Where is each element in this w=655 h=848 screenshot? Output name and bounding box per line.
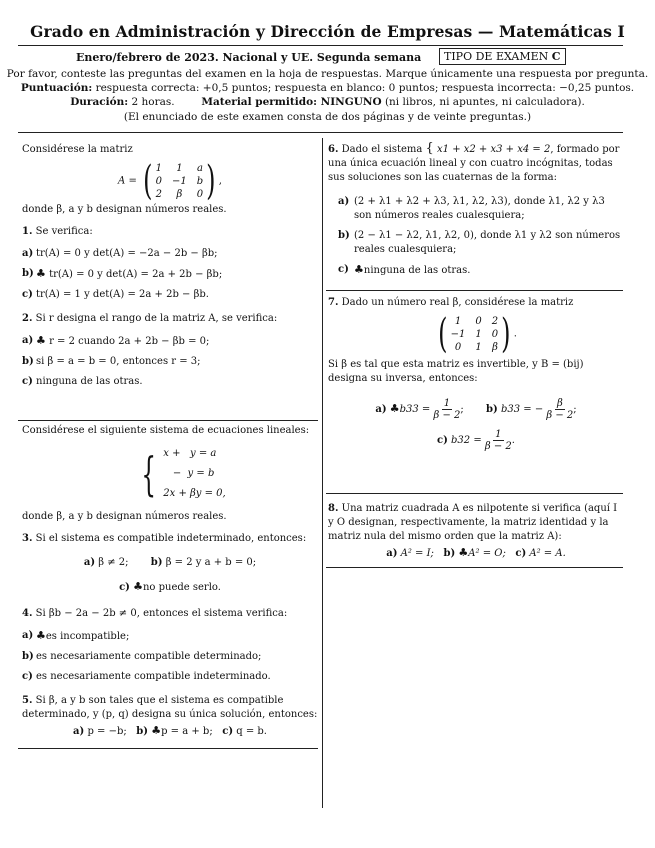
q7-option-b[interactable]: b) b33 = − $\frac{\beta}{\beta - 2}$ ; bbox=[486, 398, 577, 421]
question-7-condition: Si β es tal que esta matriz es invertible, y B = (bij) designa su inversa, entonces: bbox=[328, 359, 584, 384]
duration-label: Duración: bbox=[70, 96, 129, 108]
matrix-q7-grid bbox=[451, 315, 499, 354]
pages-note: (El enunciado de este examen consta de dos páginas y de veinte preguntas.) bbox=[123, 111, 532, 123]
club-icon: ♣ bbox=[389, 402, 400, 415]
matrix-a-cell: 1 bbox=[155, 162, 162, 174]
club-icon: ♣ bbox=[151, 724, 162, 737]
section-rule-right-3 bbox=[326, 567, 623, 568]
matrix-a-cell: 2 bbox=[155, 188, 162, 200]
header-rule-top bbox=[18, 45, 623, 46]
matrix-a-name: A = bbox=[118, 175, 137, 187]
matrix-a-grid bbox=[156, 162, 204, 201]
question-5-number: 5. bbox=[22, 695, 33, 706]
left-column bbox=[22, 143, 318, 395]
q6-option-a-text: (2 + λ1 + λ2 + λ3, λ1, λ2, λ3), donde λ1, λ2 y λ3 son números reales cualesquiera; bbox=[354, 196, 605, 221]
question-7-stem: Dado un número real β, considérese la matriz bbox=[341, 297, 574, 308]
q5-option-c-text: q = b. bbox=[236, 726, 267, 737]
q8-option-a[interactable]: a) A² = I; bbox=[386, 548, 434, 559]
matrix-a-cell: −1 bbox=[172, 175, 187, 187]
matrix-q7-cell: 1 bbox=[475, 328, 482, 340]
left-column-system bbox=[22, 424, 318, 739]
club-icon: ♣ bbox=[36, 334, 46, 347]
question-7-number: 7. bbox=[328, 297, 339, 308]
right-column-q8 bbox=[328, 502, 624, 561]
q1-option-a[interactable]: a) tr(A) = 0 y det(A) = −2a − 2b − βb; bbox=[22, 248, 218, 259]
matrix-a-cell: β bbox=[176, 188, 183, 200]
matrix-a-cell: a bbox=[196, 162, 203, 174]
linear-system: { x + y = a − y = b 2x + βy = 0, bbox=[134, 444, 318, 504]
header-rule-bottom bbox=[18, 132, 623, 133]
q8-options-row bbox=[328, 546, 624, 561]
q3-option-a-text: β ≠ 2; bbox=[98, 557, 129, 568]
section-rule-left-2 bbox=[18, 748, 318, 749]
q7-options-row bbox=[328, 398, 624, 421]
question-8 bbox=[328, 502, 624, 544]
scoring-line bbox=[0, 81, 655, 95]
question-4-number: 4. bbox=[22, 608, 33, 619]
question-2 bbox=[22, 312, 318, 326]
q4-option-b[interactable]: b) es necesariamente compatible determinado; bbox=[22, 651, 262, 662]
q6-option-b[interactable]: b) (2 − λ1 − λ2, λ1, λ2, 0), donde λ1 y λ2 son números reales cualesquiera; bbox=[338, 230, 621, 255]
q2-option-b-text: si β = a = b = 0, entonces r = 3; bbox=[36, 356, 201, 367]
q1-option-b[interactable]: b) ♣ tr(A) = 0 y det(A) = 2a + 2b − βb; bbox=[22, 267, 223, 280]
matrix-q7-cell: 0 bbox=[454, 341, 462, 353]
question-1-stem: Se verifica: bbox=[35, 226, 93, 237]
duration-text: 2 horas. bbox=[131, 96, 175, 108]
matrix-q7-cell: 2 bbox=[491, 315, 499, 327]
matrix-q7-cell: 1 bbox=[454, 315, 462, 327]
question-6-equation: x1 + x2 + x3 + x4 = 2 bbox=[437, 144, 551, 155]
club-icon: ♣ bbox=[133, 580, 143, 593]
q6-option-a[interactable]: a) (2 + λ1 + λ2 + λ3, λ1, λ2, λ3), donde λ1, λ2 y λ3 son números reales cualesquiera; bbox=[338, 196, 605, 221]
q5-option-c[interactable]: c) q = b. bbox=[222, 726, 267, 737]
matrix-a-cell: b bbox=[196, 175, 204, 187]
question-2-number: 2. bbox=[22, 313, 33, 324]
question-5-stem: Si β, a y b son tales que el sistema es compatible determinado, y (p, q) designa su única solución, entonces: bbox=[22, 695, 318, 720]
q4-option-a-text: es incompatible; bbox=[45, 631, 130, 642]
question-4-stem: Si βb − 2a − 2b ≠ 0, entonces el sistema verifica: bbox=[35, 608, 288, 619]
scoring-text: respuesta correcta: +0,5 puntos; respuesta en blanco: 0 puntos; respuesta incorrecta: −0,25 puntos. bbox=[95, 82, 635, 94]
question-3 bbox=[22, 532, 318, 546]
club-icon: ♣ bbox=[36, 267, 46, 280]
material-text: (ni libros, ni apuntes, ni calculadora). bbox=[384, 96, 585, 108]
system-eq-1: x + y = a bbox=[163, 448, 217, 459]
section-rule-left-1 bbox=[18, 420, 318, 421]
matrix-q7-cell: 0 bbox=[475, 315, 482, 327]
where-note-1: donde β, a y b designan números reales. bbox=[22, 204, 227, 215]
q6-option-c-text: ninguna de las otras. bbox=[363, 265, 471, 276]
exam-type-box bbox=[439, 48, 566, 65]
q7-option-a-den: β − 2 bbox=[433, 410, 461, 421]
instructions-line: Por favor, conteste las preguntas del examen en la hoja de respuestas. Marque únicamente una respuesta por pregunta. bbox=[6, 68, 649, 80]
q7-option-c-den: β − 2 bbox=[484, 441, 512, 452]
q7-option-b-lhs: b33 = − bbox=[500, 404, 544, 415]
right-column bbox=[328, 142, 624, 284]
q2-option-a-text: r = 2 cuando 2a + 2b − βb = 0; bbox=[49, 336, 210, 347]
q7-option-a-lhs: b33 = bbox=[399, 404, 431, 415]
q1-option-c-text: tr(A) = 1 y det(A) = 2a + 2b − βb. bbox=[36, 289, 209, 300]
question-3-number: 3. bbox=[22, 533, 33, 544]
q3-options-row bbox=[22, 556, 318, 570]
system-eq-3: 2x + βy = 0, bbox=[163, 488, 226, 499]
q5-option-a-text: p = −b; bbox=[87, 726, 127, 737]
material-label: Material permitido: NINGUNO bbox=[201, 96, 382, 108]
q6-option-b-text: (2 − λ1 − λ2, λ1, λ2, 0), donde λ1 y λ2 son números reales cualesquiera; bbox=[354, 230, 621, 255]
section-rule-right-2 bbox=[326, 493, 623, 494]
system-eq-2: − y = b bbox=[163, 468, 215, 479]
exam-title: Grado en Administración y Dirección de Empresas — Matemáticas I bbox=[30, 22, 625, 41]
q8-option-c[interactable]: c) A² = A. bbox=[515, 548, 566, 559]
q4-option-b-text: es necesariamente compatible determinado; bbox=[36, 651, 262, 662]
q5-option-b[interactable]: b) ♣p = a + b; bbox=[136, 724, 213, 737]
right-column-q7 bbox=[328, 296, 624, 452]
column-divider bbox=[322, 138, 323, 808]
exam-type-value: C bbox=[551, 50, 561, 63]
duration-line bbox=[0, 95, 655, 109]
q6-option-c[interactable]: c) ♣ninguna de las otras. bbox=[338, 263, 471, 276]
q4-option-a[interactable]: a) ♣es incompatible; bbox=[22, 629, 130, 642]
q3-option-c[interactable]: c) ♣no puede serlo. bbox=[119, 580, 221, 593]
matrix-a-cell: 1 bbox=[176, 162, 183, 174]
question-1-number: 1. bbox=[22, 226, 33, 237]
exam-type-label: TIPO DE EXAMEN bbox=[444, 50, 549, 63]
matrix-q7-cell: −1 bbox=[450, 328, 466, 340]
q7-option-b-num: β bbox=[556, 398, 563, 409]
q1-option-b-text: tr(A) = 0 y det(A) = 2a + 2b − βb; bbox=[49, 269, 223, 280]
q3-option-b[interactable]: b) β = 2 y a + b = 0; bbox=[150, 557, 257, 568]
q7-option-c-lhs: b32 = bbox=[451, 435, 482, 446]
q5-option-a[interactable]: a) p = −b; bbox=[73, 726, 127, 737]
q1-option-a-text: tr(A) = 0 y det(A) = −2a − 2b − βb; bbox=[36, 248, 218, 259]
q5-option-b-text: p = a + b; bbox=[161, 726, 213, 737]
question-8-stem: Una matriz cuadrada A es nilpotente si verifica (aquí I y O designan, respectivamente, la matriz identidad y la matriz nula del mismo orden que la matriz A): bbox=[328, 503, 618, 542]
q3-option-b-text: β = 2 y a + b = 0; bbox=[165, 557, 257, 568]
q7-option-b-den: β − 2 bbox=[546, 410, 574, 421]
question-6: 6. Dado el sistema { x1 + x2 + x3 + x4 = 2, formado por una única ecuación lineal y con cuatro incógnitas, todas sus soluciones son las cuaternas de la forma: bbox=[328, 141, 620, 183]
matrix-a-cell: 0 bbox=[155, 175, 162, 187]
club-icon: ♣ bbox=[458, 546, 469, 559]
q4-option-c[interactable]: c) es necesariamente compatible indeterminado. bbox=[22, 671, 271, 682]
q4-option-c-text: es necesariamente compatible indeterminado. bbox=[36, 671, 271, 682]
q8-option-b-text: A² = O; bbox=[468, 548, 506, 559]
matrix-q7-cell: 0 bbox=[491, 328, 499, 340]
intro-system: Considérese el siguiente sistema de ecuaciones lineales: bbox=[22, 425, 310, 436]
question-6-stem-pre: Dado el sistema bbox=[341, 144, 423, 155]
q2-option-a[interactable]: a) ♣ r = 2 cuando 2a + 2b − βb = 0; bbox=[22, 334, 210, 347]
club-icon: ♣ bbox=[354, 263, 364, 276]
club-icon: ♣ bbox=[36, 629, 46, 642]
question-8-number: 8. bbox=[328, 503, 339, 514]
section-rule-right-1 bbox=[326, 290, 623, 291]
matrix-q7: ( 1 0 2 −1 1 0 0 1 β ) . bbox=[438, 311, 517, 357]
q7-option-c-num: 1 bbox=[495, 429, 502, 440]
matrix-q7-cell: β bbox=[492, 341, 498, 353]
matrix-q7-cell: 1 bbox=[475, 341, 482, 353]
question-2-stem: Si r designa el rango de la matriz A, se verifica: bbox=[35, 313, 278, 324]
question-7 bbox=[328, 296, 624, 310]
intro-matrix: Considérese la matriz bbox=[22, 144, 133, 155]
q5-options-row bbox=[22, 724, 318, 739]
q7-option-a-num: 1 bbox=[443, 398, 451, 409]
matrix-a-cell: 0 bbox=[196, 188, 204, 200]
q8-option-c-text: A² = A. bbox=[529, 548, 566, 559]
question-4 bbox=[22, 607, 318, 621]
q3-option-a[interactable]: a) β ≠ 2; bbox=[83, 557, 129, 568]
scoring-label: Puntuación: bbox=[20, 82, 93, 94]
q7-option-c[interactable]: c) b32 = $\frac{1}{\beta - 2}$ . bbox=[437, 429, 515, 452]
where-note-2: donde β, a y b designan números reales. bbox=[22, 511, 227, 522]
matrix-a: A = ( 1 1 a 0 −1 b 2 β 0 ) , bbox=[118, 158, 222, 204]
q2-option-c[interactable]: c) ninguna de las otras. bbox=[22, 376, 143, 387]
question-5 bbox=[22, 694, 318, 722]
exam-subtitle: Enero/febrero de 2023. Nacional y UE. Segunda semana bbox=[76, 51, 422, 64]
q7-option-a[interactable]: a) ♣b33 = $\frac{1}{\beta - 2}$ ; bbox=[375, 398, 464, 421]
question-6-stem-post: , formado por una única ecuación lineal y con cuatro incógnitas, todas sus soluciones son las cuaternas de la forma: bbox=[328, 144, 620, 183]
question-6-number: 6. bbox=[328, 144, 339, 155]
q2-option-c-text: ninguna de las otras. bbox=[36, 376, 143, 387]
q1-option-c[interactable]: c) tr(A) = 1 y det(A) = 2a + 2b − βb. bbox=[22, 289, 209, 300]
q2-option-b[interactable]: b) si β = a = b = 0, entonces r = 3; bbox=[22, 356, 201, 367]
q8-option-b[interactable]: b) ♣A² = O; bbox=[443, 546, 506, 559]
question-1 bbox=[22, 225, 318, 239]
q3-option-c-text: no puede serlo. bbox=[142, 582, 221, 593]
q8-option-a-text: A² = I; bbox=[400, 548, 434, 559]
question-3-stem: Si el sistema es compatible indeterminado, entonces: bbox=[35, 533, 307, 544]
